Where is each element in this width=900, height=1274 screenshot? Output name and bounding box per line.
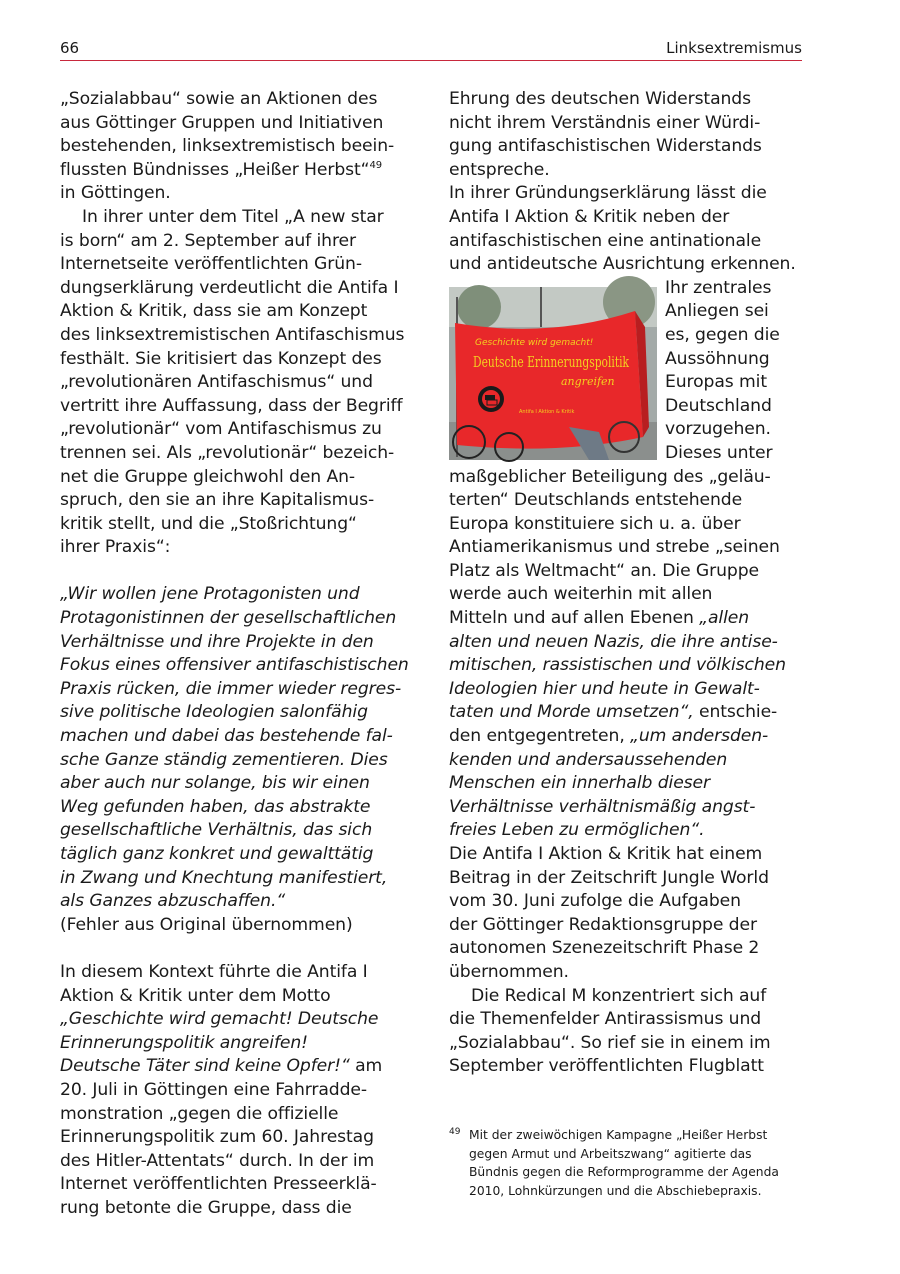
text-line: Ideologien hier und heute in Gewalt- xyxy=(449,678,760,699)
text-line: Europas mit xyxy=(665,372,767,393)
footnote-49 xyxy=(449,1126,809,1200)
text-line: kenden und andersaussehenden xyxy=(449,749,728,770)
quote-line: „Wir wollen jene Protagonisten und xyxy=(60,584,360,605)
text-line: Die Redical M konzentriert sich auf xyxy=(471,985,767,1006)
text-line: Antiamerikanismus und strebe „seinen xyxy=(449,537,780,558)
text-line: ihrer Praxis“: xyxy=(60,537,171,558)
text-line: Erinnerungspolitik angreifen! xyxy=(60,1032,308,1053)
quote-line: aber auch nur solange, bis wir einen xyxy=(60,773,370,794)
text-line: vertritt ihre Auffassung, dass der Begriff xyxy=(60,395,403,416)
text-line: In diesem Kontext führte die Antifa I xyxy=(60,961,368,982)
text-line: Ihr zentrales xyxy=(665,277,772,298)
banner-text-group: Antifa I Aktion & Kritik xyxy=(519,409,575,415)
text-line: Menschen ein innerhalb dieser xyxy=(449,773,710,794)
paragraph-gruendungserklaerung xyxy=(60,206,420,560)
text-line: kritik stellt, und die „Stoßrichtung“ xyxy=(60,513,357,534)
text-line: Anliegen sei xyxy=(665,301,769,322)
text-line: September veröffentlichten Flugblatt xyxy=(449,1056,764,1077)
quote-line: machen und dabei das bestehende fal- xyxy=(60,726,393,747)
footnote-text xyxy=(469,1126,809,1200)
paragraph-sozialabbau xyxy=(60,88,420,206)
text-line: dungserklärung verdeutlicht die Antifa I xyxy=(60,277,399,298)
text-line: Antifa I Aktion & Kritik neben der xyxy=(449,206,730,227)
footnote-line: gegen Armut und Arbeitszwang“ agitierte das xyxy=(469,1146,752,1161)
page-header xyxy=(60,36,802,61)
quote-line: Protagonistinnen der gesellschaftlichen xyxy=(60,608,397,629)
text-line: Erinnerungspolitik zum 60. Jahrestag xyxy=(60,1127,374,1148)
quote-line: in Zwang und Knechtung manifestiert, xyxy=(60,867,388,888)
quote-note: (Fehler aus Original übernommen) xyxy=(60,914,353,935)
quote-line: Praxis rücken, die immer wieder regres- xyxy=(60,678,402,699)
left-column xyxy=(60,88,420,1221)
text-line: Europa konstituiere sich u. a. über xyxy=(449,513,741,534)
text-line: Deutschland xyxy=(665,395,772,416)
text-line: Ehrung des deutschen Widerstands xyxy=(449,89,751,109)
quote-line: Weg gefunden haben, das abstrakte xyxy=(60,796,371,817)
text-line: In ihrer unter dem Titel „A new star xyxy=(82,206,384,227)
text-line: vom 30. Juni zufolge die Aufgaben xyxy=(449,891,741,912)
footnote-line: Bündnis gegen die Reformprogramme der Agenda xyxy=(469,1165,779,1179)
text-line: vorzugehen. xyxy=(665,419,771,440)
text-line: monstration „gegen die offizielle xyxy=(60,1103,339,1124)
text-line: maßgeblicher Beteiligung des „geläu- xyxy=(449,466,771,487)
text-line: Aussöhnung xyxy=(665,348,770,369)
text-line: In ihrer Gründungserklärung lässt die xyxy=(449,183,767,204)
text-line: in Göttingen. xyxy=(60,183,171,204)
text-line: Verhältnisse verhältnismäßig angst- xyxy=(449,796,756,817)
text-line: festhält. Sie kritisiert das Konzept des xyxy=(60,348,382,369)
text-line: Die Antifa I Aktion & Kritik hat einem xyxy=(449,844,763,864)
text-line: bestehenden, linksextremistisch beein- xyxy=(60,136,395,157)
text-line: des linksextremistischen Antifaschismus xyxy=(60,324,405,345)
text-line: net die Gruppe gleichwohl den An- xyxy=(60,466,356,487)
text-line: und antideutsche Ausrichtung erkennen. xyxy=(449,254,796,275)
text-line: is born“ am 2. September auf ihrer xyxy=(60,230,356,251)
text-line: flussten Bündnisses „Heißer Herbst“$^{49}$ xyxy=(60,159,382,180)
text-line: spruch, den sie an ihre Kapitalismus- xyxy=(60,490,375,511)
quote-line: Verhältnisse und ihre Projekte in den xyxy=(60,631,374,652)
paragraph-europa xyxy=(449,277,809,843)
text-line: Mitteln und auf allen Ebenen „allen xyxy=(449,608,750,629)
text-line: „revolutionär“ vom Antifaschismus zu xyxy=(60,419,382,440)
text-line: „Sozialabbau“ sowie an Aktionen des xyxy=(60,89,378,109)
text-line: Internet veröffentlichten Presseerklä- xyxy=(60,1174,377,1195)
text-line: der Göttinger Redaktionsgruppe der xyxy=(449,914,757,935)
block-quote xyxy=(60,583,420,913)
text-line: terten“ Deutschlands entstehende xyxy=(449,490,743,511)
quote-line: gesellschaftliche Verhältnis, das sich xyxy=(60,820,373,841)
text-line: Aktion & Kritik unter dem Motto xyxy=(60,985,331,1006)
text-line: Deutsche Täter sind keine Opfer!“ am xyxy=(60,1056,383,1077)
text-line: den entgegentreten, „um andersden- xyxy=(449,726,769,747)
text-line: rung betonte die Gruppe, dass die xyxy=(60,1197,352,1218)
text-line: Dieses unter xyxy=(665,442,773,463)
footnote-line: 2010, Lohnkürzungen und die Abschiebepraxis. xyxy=(469,1183,762,1198)
text-line: Beitrag in der Zeitschrift Jungle World xyxy=(449,867,769,888)
paragraph-jungle-world xyxy=(449,843,809,985)
text-line: 20. Juli in Göttingen eine Fahrradde- xyxy=(60,1079,367,1100)
text-line: taten und Morde umsetzen“, entschie- xyxy=(449,702,778,723)
paragraph-widerstand xyxy=(449,88,809,277)
text-line: übernommen. xyxy=(449,961,569,982)
footnote-ref-49[interactable]: 49 xyxy=(369,159,382,171)
text-line: „Sozialabbau“. So rief sie in einem im xyxy=(449,1032,771,1053)
paragraph-redical-m xyxy=(449,985,809,1079)
text-line: es, gegen die xyxy=(665,324,780,345)
text-line: die Themenfelder Antirassismus und xyxy=(449,1009,762,1030)
text-line: alten und neuen Nazis, die ihre antise- xyxy=(449,631,778,652)
text-line: „revolutionären Antifaschismus“ und xyxy=(60,372,373,393)
text-line: mitischen, rassistischen und völkischen xyxy=(449,655,786,676)
quote-line: sive politische Ideologien salonfähig xyxy=(60,702,368,723)
text-line: nicht ihrem Verständnis einer Würdi- xyxy=(449,112,761,133)
text-line: trennen sei. Als „revolutionär“ bezeich- xyxy=(60,442,395,463)
quote-line: als Ganzes abzuschaffen.“ xyxy=(60,891,286,912)
text-line: gung antifaschistischen Widerstands xyxy=(449,136,762,157)
quote-line: sche Ganze ständig zementieren. Dies xyxy=(60,749,388,770)
text-line: aus Göttinger Gruppen und Initiativen xyxy=(60,112,384,133)
footnote-number: 49 xyxy=(449,1127,461,1137)
banner-text-small: Geschichte wird gemacht! xyxy=(475,338,594,348)
text-line: Internetseite veröffentlichten Grün- xyxy=(60,254,362,275)
quote-line: Fokus eines offensiver antifaschistischen xyxy=(60,655,409,676)
banner-text-main: Deutsche Erinnerungspolitik xyxy=(473,353,630,371)
paragraph-fahrraddemonstration xyxy=(60,961,420,1221)
running-title: Linksextremismus xyxy=(666,39,802,57)
text-line: „Geschichte wird gemacht! Deutsche xyxy=(60,1009,379,1030)
banner-text-angreifen: angreifen xyxy=(561,375,615,388)
text-line: antifaschistischen eine antinationale xyxy=(449,230,762,251)
text-line: freies Leben zu ermöglichen“. xyxy=(449,820,705,841)
text-line: Aktion & Kritik, dass sie am Konzept xyxy=(60,301,368,322)
text-line: Platz als Weltmacht“ an. Die Gruppe xyxy=(449,560,759,581)
text-line: autonomen Szenezeitschrift Phase 2 xyxy=(449,938,760,959)
text-line: werde auch weiterhin mit allen xyxy=(449,584,713,605)
quote-line: täglich ganz konkret und gewalttätig xyxy=(60,844,374,864)
right-column xyxy=(449,88,809,1079)
footnote-line: Mit der zweiwöchigen Kampagne „Heißer Herbst xyxy=(469,1128,768,1142)
page-number: 66 xyxy=(60,39,80,57)
text-line: des Hitler-Attentats“ durch. In der im xyxy=(60,1150,375,1171)
text-line: entspreche. xyxy=(449,159,550,180)
